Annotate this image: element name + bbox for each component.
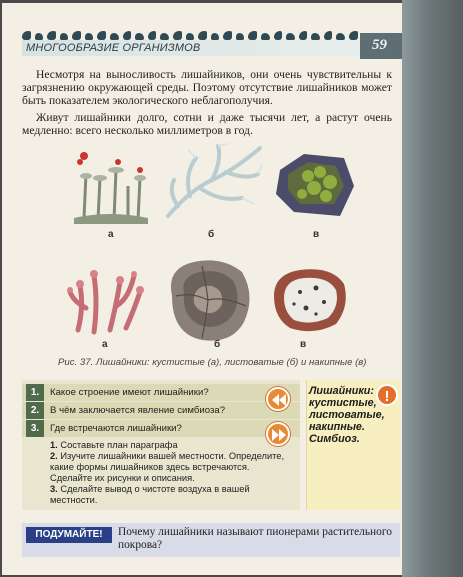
question-number-3: 3.	[26, 420, 44, 437]
question-text-1: Какое строение имеют лишайники?	[50, 387, 209, 398]
foliose-lichen-image	[162, 256, 254, 344]
think-question: Почему лишайники называют пионерами растительного покрова?	[118, 526, 392, 551]
exclamation-icon: !	[376, 384, 398, 406]
page-number: 59	[372, 37, 387, 53]
paragraph-2: Живут лишайники долго, сотни и даже тысячи лет, а растут очень медленно: всего несколько миллиметров в год.	[22, 111, 392, 137]
figure-label-v-1: в	[313, 229, 320, 240]
figure-caption: Рис. 37. Лишайники: кустистые (а), листоватые (б) и накипные (в)	[58, 357, 367, 368]
question-number-1: 1.	[26, 384, 44, 401]
rewind-icon[interactable]	[266, 387, 290, 411]
fruticose-lichen-cladonia-image	[70, 148, 152, 226]
crustose-lichen-white-image	[270, 266, 350, 334]
task-3: 3. Сделайте вывод о чистоте воздуха в вашей местности.	[50, 484, 250, 505]
summary-text: Лишайники: кустистые, листоватые, накипные. Симбиоз.	[309, 385, 385, 445]
book-edge	[402, 0, 463, 577]
fruticose-lichen-usnea-image	[160, 140, 264, 222]
paragraph-1: Несмотря на выносливость лишайников, они очень чувствительны к загрязнению окружающей среды. Поэтому отсутствие лишайников может быть показателем экологического неблагополучия.	[22, 68, 392, 107]
figure-label-a-1: а	[108, 229, 114, 240]
fruticose-lichen-pink-image	[64, 262, 150, 336]
animal-silhouettes-strip	[22, 28, 370, 40]
question-number-2: 2.	[26, 402, 44, 419]
figure-label-b-2: б	[214, 339, 221, 350]
task-1: 1. Составьте план параграфа	[50, 440, 178, 450]
figure-label-b-1: б	[208, 229, 215, 240]
question-text-3: Где встречаются лишайники?	[50, 423, 182, 434]
task-2: 2. Изучите лишайники вашей местности. Определите, какие формы лишайников здесь встречаются. Сделайте их рисунки и описания.	[50, 451, 285, 483]
figure-label-v-2: в	[300, 339, 307, 350]
question-text-2: В чём заключается явление симбиоза?	[50, 405, 226, 416]
crustose-lichen-on-rock-image	[274, 150, 356, 220]
figure-label-a-2: а	[102, 339, 108, 350]
think-badge: ПОДУМАЙТЕ!	[26, 527, 112, 543]
section-title: МНОГООБРАЗИЕ ОРГАНИЗМОВ	[26, 42, 201, 54]
